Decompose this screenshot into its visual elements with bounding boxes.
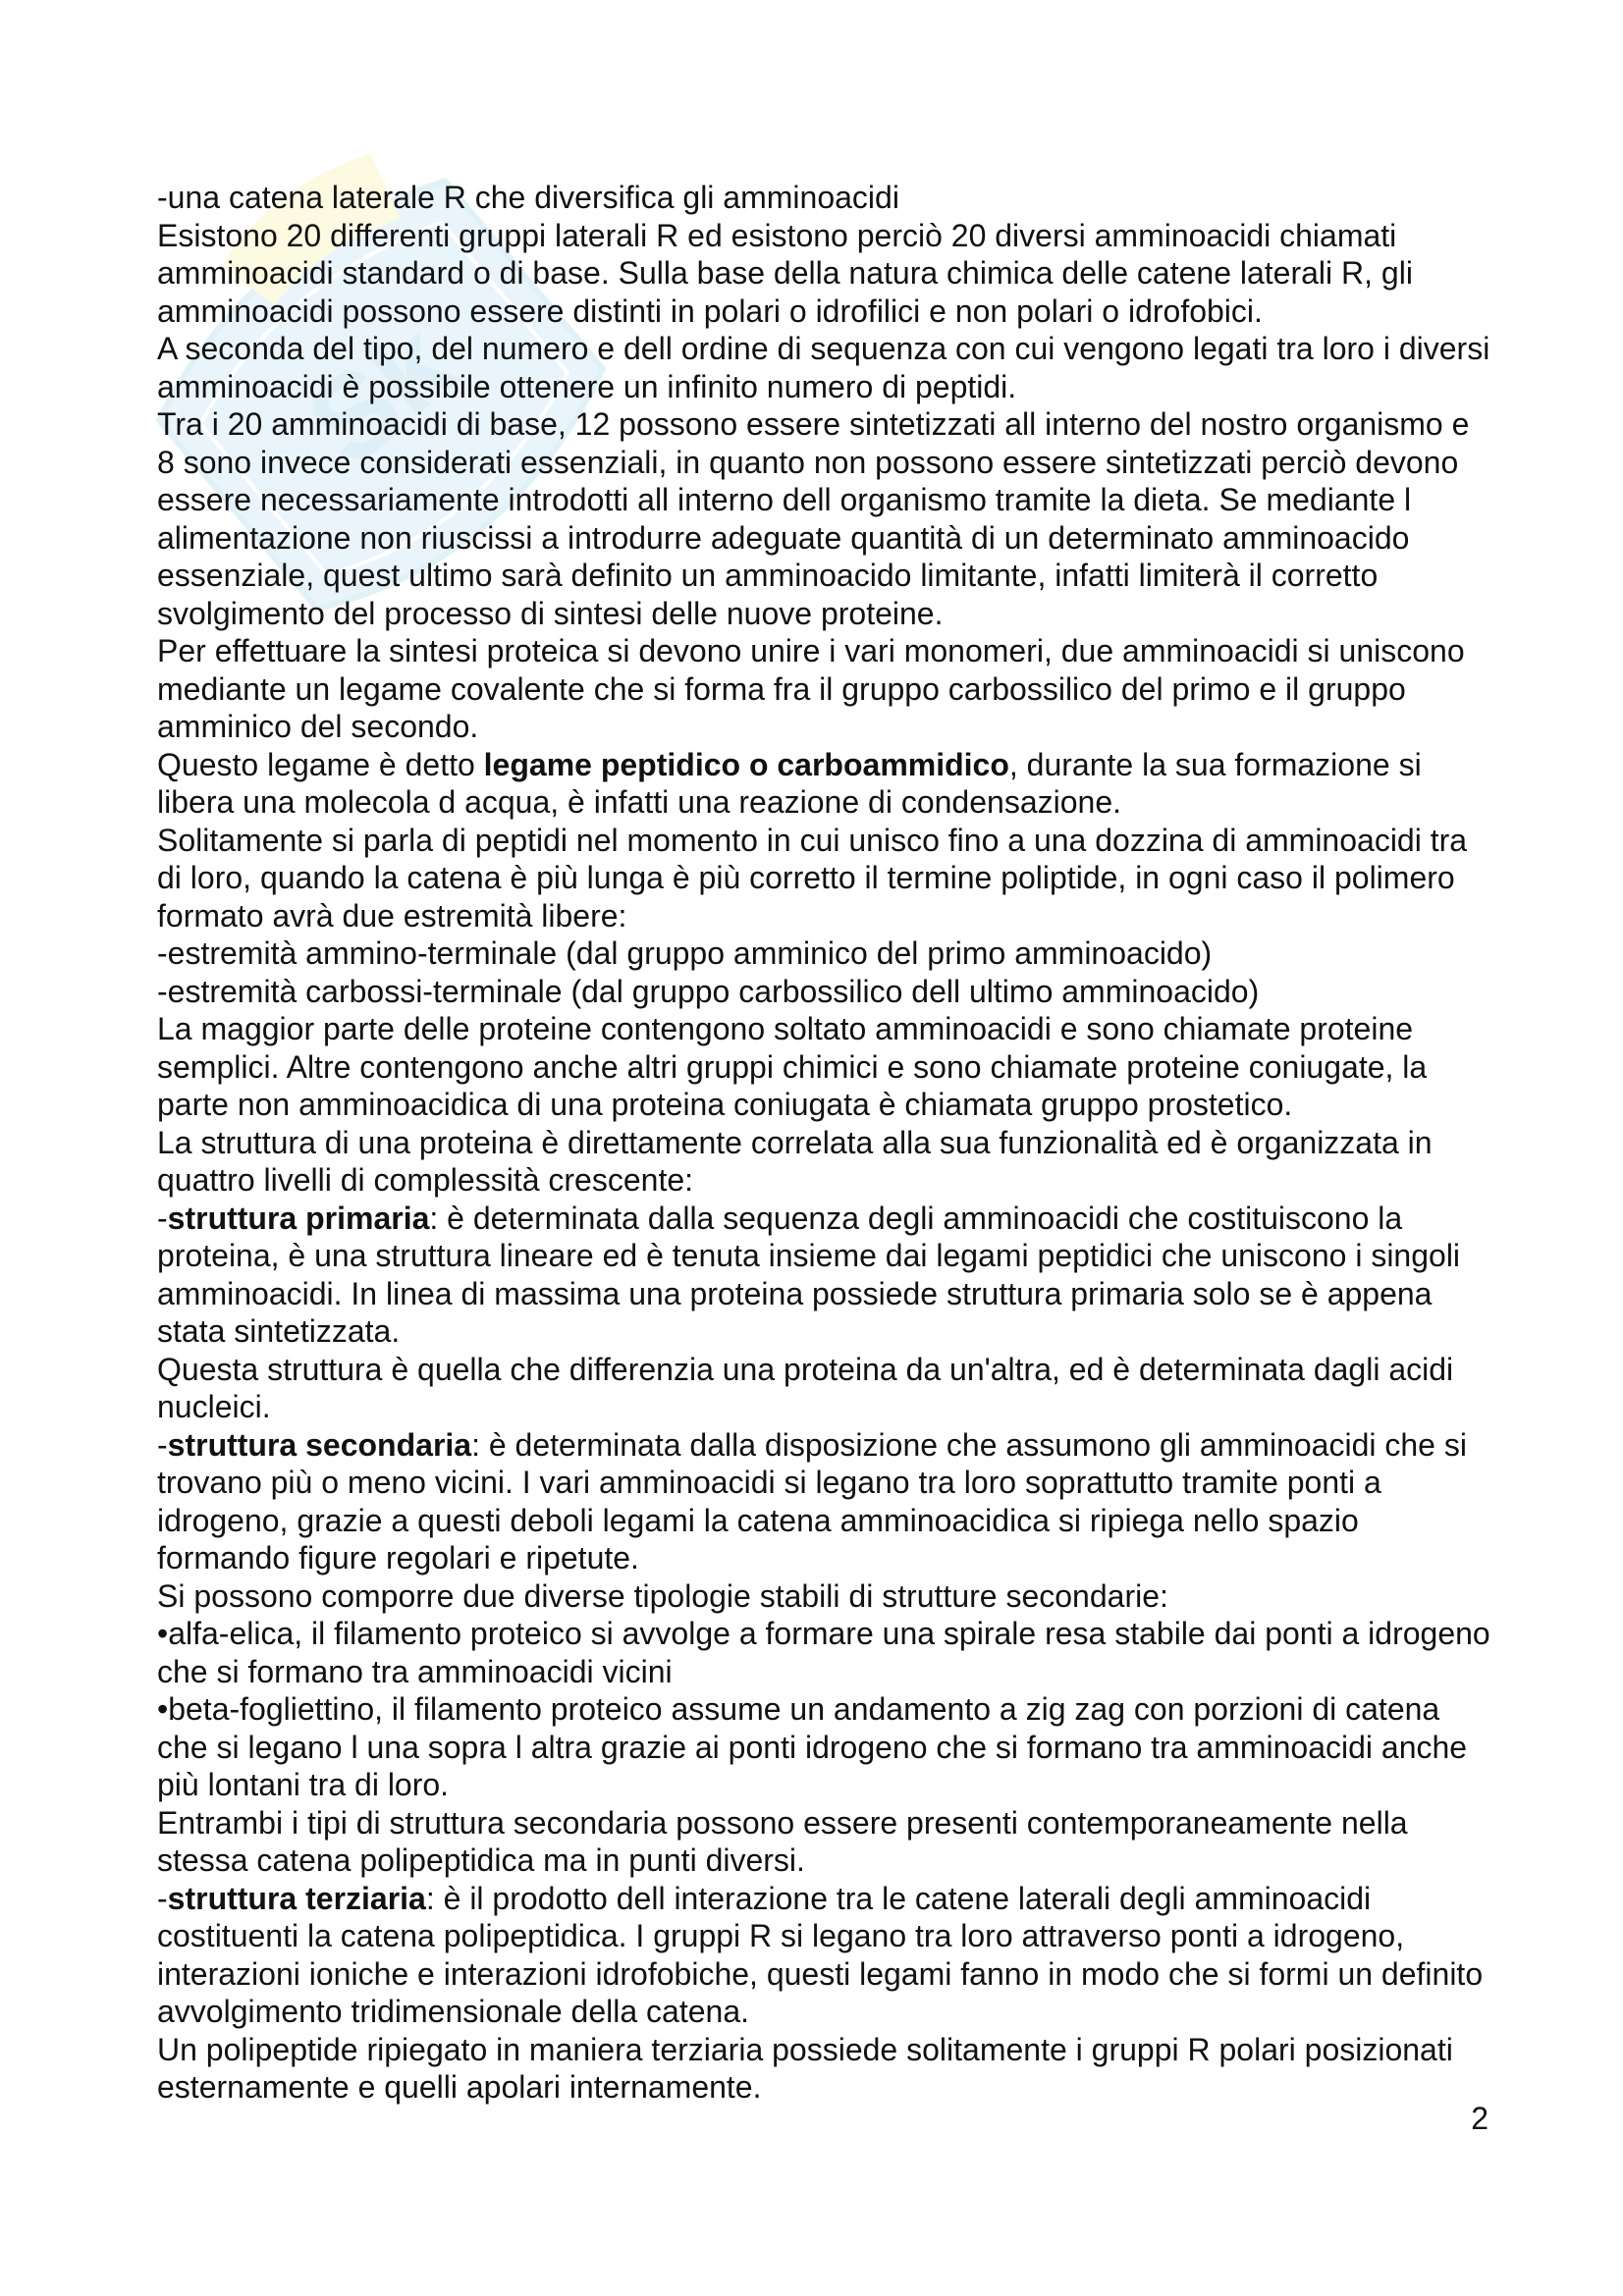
paragraph (157, 1880, 1492, 2031)
svg-text:Sk: Sk (283, 296, 478, 491)
text-run: - (157, 1426, 168, 1463)
text-run: Solitamente si parla di peptidi nel momento in cui unisco fino a una dozzina di amminoacidi tra di loro, quando la catena è più lunga è più corretto il termine poliptide, in ogni caso il polimero formato avrà due estremità libere: (157, 822, 1468, 934)
text-run: -estremità carbossi-terminale (dal gruppo carbossilico dell ultimo amminoacido) (157, 973, 1260, 1009)
text-run: -una catena laterale R che diversifica gli amminoacidi (157, 180, 899, 215)
paragraph (157, 179, 1492, 217)
bold-term: legame peptidico o carboammidico (483, 746, 1009, 782)
bold-term: struttura secondaria (167, 1426, 472, 1463)
text-run: Questa struttura è quella che differenzia una proteina da un'altra, ed è determinata dagli acidi nucleici. (157, 1351, 1454, 1424)
paragraph (157, 1200, 1492, 1351)
bold-term: struttura primaria (167, 1200, 430, 1236)
paragraph (157, 1615, 1492, 1690)
text-run: : è determinata dalla sequenza degli amminoacidi che costituiscono la proteina, è una struttura lineare ed è tenuta insieme dai legami peptidici che uniscono i singoli amminoacidi. In linea di massima una proteina possiede struttura primaria solo se è appena stata sintetizzata. (157, 1200, 1461, 1349)
paragraph (157, 973, 1492, 1011)
paragraph (157, 822, 1492, 935)
page-number: 2 (1471, 2101, 1488, 2136)
text-run: Entrambi i tipi di struttura secondaria possono essere presenti contemporaneamente nella stessa catena polipeptidica ma in punti diversi. (157, 1804, 1408, 1878)
paragraph (157, 2031, 1492, 2107)
text-run: : è determinata dalla disposizione che assumono gli amminoacidi che si trovano più o meno vicini. I vari amminoacidi si legano tra loro soprattutto tramite ponti a idrogeno, grazie a questi deboli legami la catena amminoacidica si ripiega nello spazio formando figure regolari e ripetute. (157, 1426, 1467, 1575)
text-run: La maggior parte delle proteine contengono soltato amminoacidi e sono chiamate proteine semplici. Altre contengono anche altri gruppi chimici e sono chiamate proteine coniugate, la parte non amminoacidica di una proteina coniugata è chiamata gruppo prostetico. (157, 1011, 1428, 1122)
paragraph (157, 934, 1492, 973)
paragraph (157, 1124, 1492, 1200)
text-run: Si possono comporre due diverse tipologie stabili di strutture secondarie: (157, 1577, 1168, 1614)
text-run: Tra i 20 amminoacidi di base, 12 possono essere sintetizzati all interno del nostro organismo e 8 sono invece considerati essenziali, in quanto non possono essere sintetizzati perciò devono essere necessariamente introdotti all interno dell organismo tramite la dieta. Se mediante l alimentazione non riuscissi a introdurre adeguate quantità di un determinato amminoacido essenziale, quest ultimo sarà definito un amminoacido limitante, infatti limiterà il corretto svolgimento del processo di sintesi delle nuove proteine. (157, 406, 1470, 631)
text-run: •beta-fogliettino, il filamento proteico assume un andamento a zig zag con porzioni di catena che si legano l una sopra l altra grazie ai ponti idrogeno che si formano tra amminoacidi anche più lontani tra di loro. (157, 1691, 1468, 1802)
paragraph (157, 1690, 1492, 1804)
text-run: La struttura di una proteina è direttamente correlata alla sua funzionalità ed è organizzata in quattro livelli di complessità crescente: (157, 1124, 1433, 1198)
paragraph (157, 405, 1492, 632)
text-run: Un polipeptide ripiegato in maniera terziaria possiede solitamente i gruppi R polari posizionati esternamente e quelli apolari internamente. (157, 2031, 1453, 2105)
text-run: - (157, 1200, 168, 1236)
paragraph (157, 1804, 1492, 1880)
text-run: Per effettuare la sintesi proteica si devono unire i vari monomeri, due amminoacidi si uniscono mediante un legame covalente che si forma fra il gruppo carbossilico del primo e il gruppo amminico del secondo. (157, 633, 1465, 744)
text-run: - (157, 1880, 168, 1916)
paragraph (157, 217, 1492, 331)
paragraph (157, 1426, 1492, 1577)
document-body (157, 179, 1492, 2107)
text-run: , durante la sua formazione si libera una molecola d acqua, è infatti una reazione di condensazione. (157, 746, 1422, 820)
text-run: Questo legame è detto (157, 746, 484, 782)
paragraph (157, 1351, 1492, 1426)
paragraph (157, 746, 1492, 822)
text-run: Esistono 20 differenti gruppi laterali R ed esistono perciò 20 diversi amminoacidi chiamati amminoacidi standard o di base. Sulla base della natura chimica delle catene laterali R, gli amminoacidi possono essere distinti in polari o idrofilici e non polari o idrofobici. (157, 217, 1413, 329)
bold-term: struttura terziaria (167, 1880, 426, 1916)
text-run: •alfa-elica, il filamento proteico si avvolge a formare una spirale resa stabile dai ponti a idrogeno che si formano tra amminoacidi vicini (157, 1616, 1490, 1689)
paragraph (157, 1577, 1492, 1616)
paragraph (157, 330, 1492, 405)
text-run: : è il prodotto dell interazione tra le catene laterali degli amminoacidi costituenti la catena polipeptidica. I gruppi R si legano tra loro attraverso ponti a idrogeno, interazioni ioniche e interazioni idrofobiche, questi legami fanno in modo che si formi un definito avvolgimento tridimensionale della catena. (157, 1880, 1484, 2029)
text-run: A seconda del tipo, del numero e dell ordine di sequenza con cui vengono legati tra loro i diversi amminoacidi è possibile ottenere un infinito numero di peptidi. (157, 331, 1490, 404)
paragraph (157, 632, 1492, 746)
paragraph (157, 1010, 1492, 1124)
text-run: -estremità ammino-terminale (dal gruppo amminico del primo amminoacido) (157, 935, 1213, 971)
